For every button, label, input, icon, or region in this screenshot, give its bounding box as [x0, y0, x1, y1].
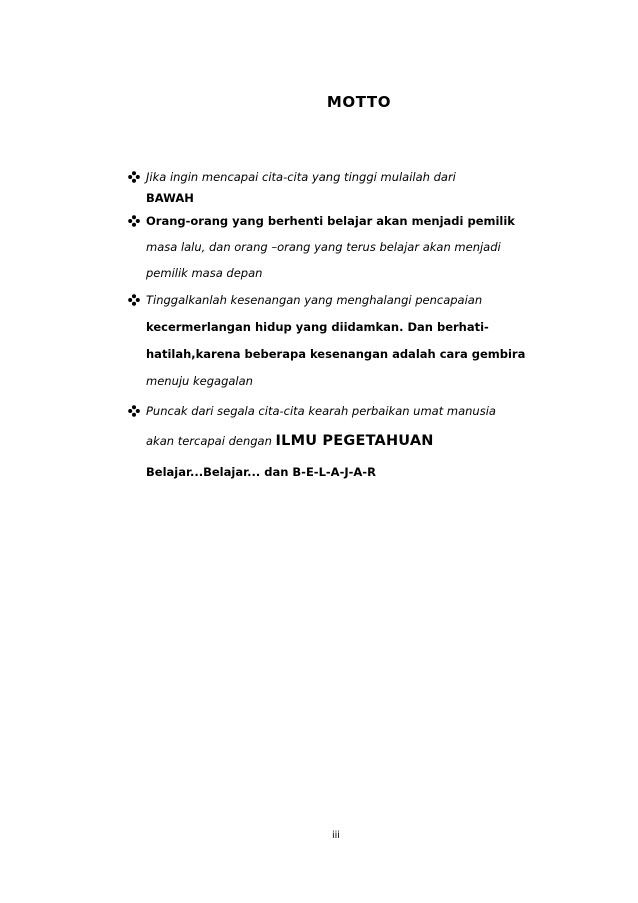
motto-line: pemilik masa depan — [146, 266, 263, 280]
diamond-bullet-icon — [128, 215, 140, 227]
page-number: iii — [332, 830, 340, 841]
diamond-bullet-icon — [128, 294, 140, 306]
motto-line: Orang-orang yang berhenti belajar akan menjadi pemilik — [146, 214, 515, 228]
motto-line: hatilah,karena beberapa kesenangan adalah cara gembira — [146, 347, 526, 361]
motto-line: Tinggalkanlah kesenangan yang menghalangi pencapaian — [146, 293, 483, 307]
motto-line-closing: Belajar...Belajar... dan B-E-L-A-J-A-R — [146, 465, 376, 479]
motto-line: BAWAH — [146, 191, 194, 205]
motto-line: Jika ingin mencapai cita-cita yang tinggi mulailah dari — [146, 170, 456, 184]
motto-line: menuju kegagalan — [146, 374, 253, 388]
page-title: MOTTO — [326, 93, 392, 111]
motto-line: Puncak dari segala cita-cita kearah perbaikan umat manusia — [146, 404, 496, 418]
motto-line: kecermerlangan hidup yang diidamkan. Dan berhati- — [146, 320, 489, 334]
motto-line-with-emphasis — [146, 433, 434, 449]
motto-line-text: akan tercapai dengan — [146, 434, 276, 448]
motto-line: masa lalu, dan orang –orang yang terus belajar akan menjadi — [146, 240, 501, 254]
diamond-bullet-icon — [128, 405, 140, 417]
diamond-bullet-icon — [128, 171, 140, 183]
emphasis-text: ILMU PEGETAHUAN — [275, 433, 434, 449]
